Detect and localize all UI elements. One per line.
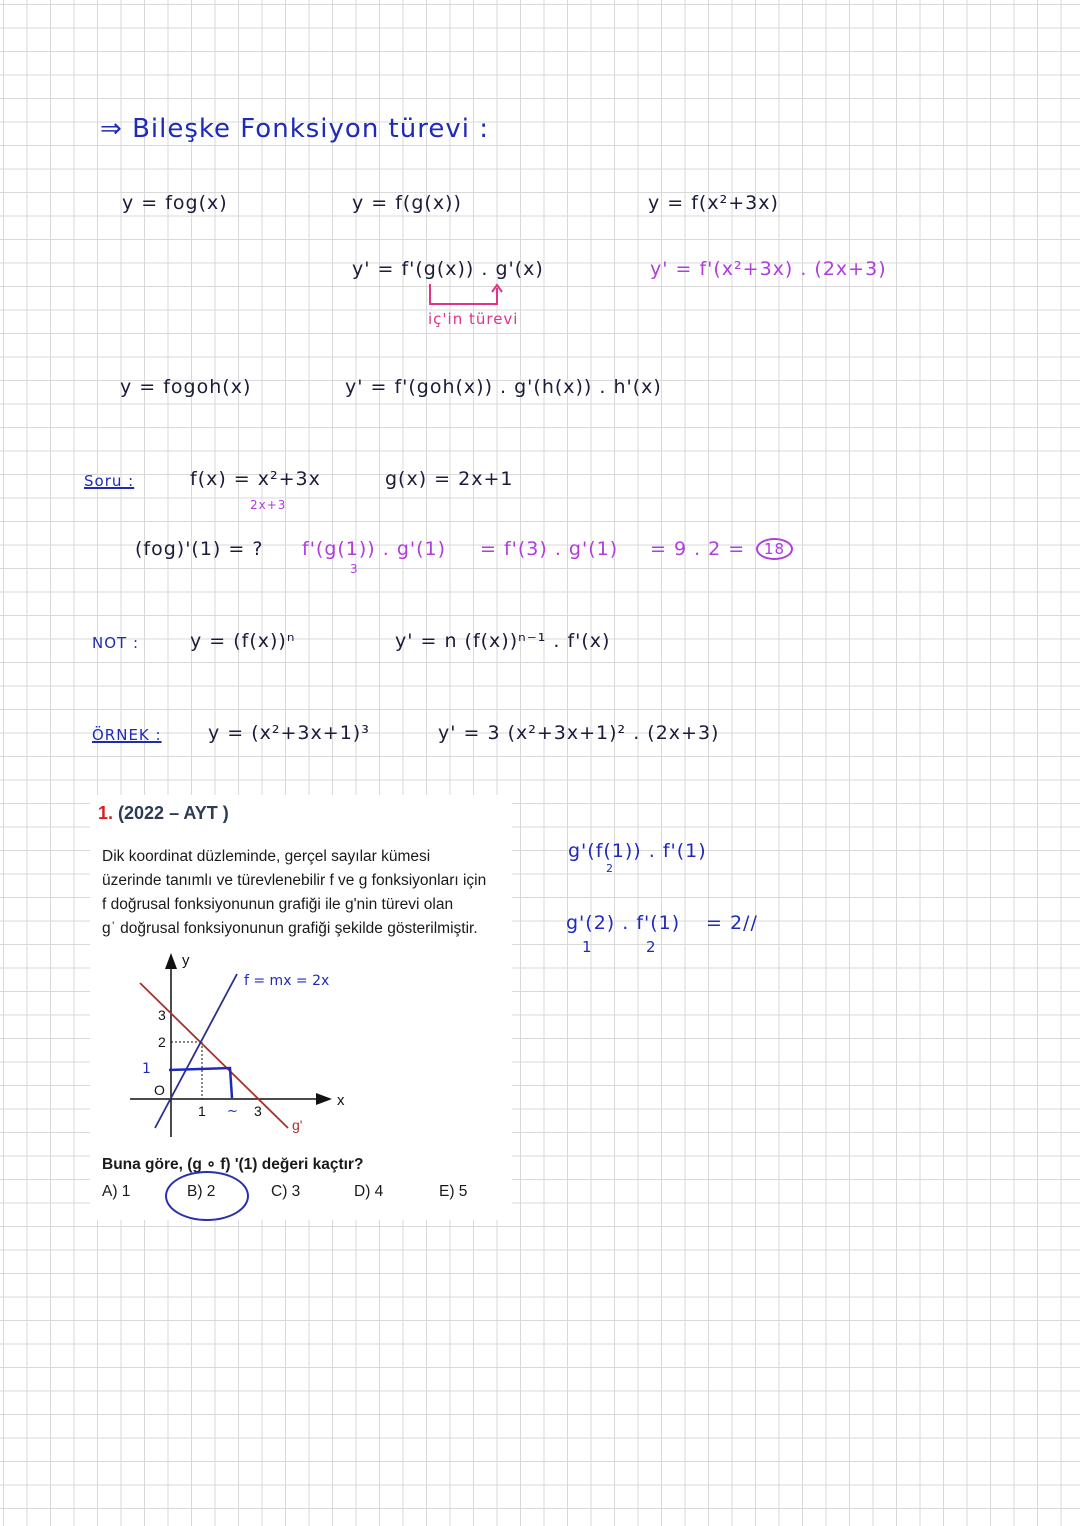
fogoh-derivative: y' = f'(goh(x)) . g'(h(x)) . h'(x)	[345, 376, 662, 398]
soru-answer	[756, 538, 793, 560]
handwritten-y1: 1	[142, 1061, 151, 1077]
question-header	[98, 803, 229, 824]
g-prime-line	[140, 983, 288, 1128]
example-definition: y = f(x²+3x)	[648, 192, 779, 214]
ornek-definition: y = (x²+3x+1)³	[208, 722, 370, 744]
side-solution-line1: g'(f(1)) . f'(1)	[568, 840, 707, 862]
heading-text: Bileşke Fonksiyon türevi :	[132, 114, 489, 144]
soru-question: (fog)'(1) = ?	[135, 538, 264, 560]
soru-label: Soru :	[84, 472, 135, 490]
arrow-icon: ⇒	[100, 114, 123, 144]
question-number: 1.	[98, 803, 114, 823]
question-ask: Buna göre, (g ∘ f) '(1) değeri kaçtır?	[102, 1156, 364, 1173]
option-a[interactable]: A) 1	[102, 1183, 131, 1200]
answer-circle: 18	[756, 538, 793, 560]
not-definition: y = (f(x))ⁿ	[190, 630, 296, 652]
section-heading	[100, 114, 489, 144]
soru-f-definition: f(x) = x²+3x	[190, 468, 321, 490]
not-label: NOT :	[92, 634, 140, 652]
fgx-definition: y = f(g(x))	[352, 192, 462, 214]
coordinate-graph	[120, 947, 360, 1142]
question-body	[102, 845, 512, 941]
y-tick-3: 3	[158, 1007, 166, 1023]
soru-step3: = 9 . 2 =	[650, 538, 746, 560]
handwritten-f-note: f = mx = 2x	[244, 973, 330, 989]
f-line	[155, 974, 237, 1128]
side-solution-line1-note: 2	[606, 862, 614, 875]
not-derivative: y' = n (f(x))ⁿ⁻¹ . f'(x)	[395, 630, 611, 652]
side-solution-note-a: 1	[582, 938, 593, 956]
ornek-label: ÖRNEK :	[92, 726, 162, 744]
question-card	[90, 795, 512, 1220]
side-solution-note-b: 2	[646, 938, 657, 956]
example-derivative: y' = f'(x²+3x) . (2x+3)	[650, 258, 887, 280]
side-solution-result: = 2//	[706, 912, 758, 934]
y-axis-arrow-icon	[165, 953, 177, 969]
bracket-arrow-icon	[425, 282, 505, 308]
soru-g-definition: g(x) = 2x+1	[385, 468, 514, 490]
soru-step1: f'(g(1)) . g'(1)	[302, 538, 447, 560]
soru-step1-note: 3	[350, 562, 359, 576]
soru-step2: = f'(3) . g'(1)	[480, 538, 619, 560]
g-prime-label: g'	[292, 1117, 303, 1133]
question-source: (2022 – AYT )	[118, 803, 229, 823]
question-line: f doğrusal fonksiyonunun grafiği ile g'nin türevi olan	[102, 896, 454, 913]
y-tick-2: 2	[158, 1034, 166, 1050]
origin-label: O	[154, 1082, 165, 1098]
fogoh-definition: y = fogoh(x)	[120, 376, 252, 398]
y-axis-label: y	[182, 952, 190, 969]
x-tick-1: 1	[198, 1103, 206, 1119]
fog-definition: y = fog(x)	[122, 192, 228, 214]
x-axis-label: x	[337, 1092, 345, 1109]
option-b[interactable]: B) 2	[187, 1183, 216, 1200]
x-axis-arrow-icon	[316, 1093, 332, 1105]
chain-rule-derivative: y' = f'(g(x)) . g'(x)	[352, 258, 544, 280]
inner-derivative-note: iç'in türevi	[428, 310, 519, 328]
x-tick-3: 3	[254, 1103, 262, 1119]
soru-f-derivative-note: 2x+3	[250, 498, 287, 512]
option-c[interactable]: C) 3	[271, 1183, 301, 1200]
option-e[interactable]: E) 5	[439, 1183, 468, 1200]
ornek-derivative: y' = 3 (x²+3x+1)² . (2x+3)	[438, 722, 720, 744]
question-line: Dik koordinat düzleminde, gerçel sayılar kümesi	[102, 848, 431, 865]
handwritten-x2: ~	[227, 1104, 238, 1119]
question-line: üzerinde tanımlı ve türevlenebilir f ve g fonksiyonları için	[102, 872, 487, 889]
option-d[interactable]: D) 4	[354, 1183, 384, 1200]
question-line: gˈ doğrusal fonksiyonunun grafiği şekilde gösterilmiştir.	[102, 920, 478, 937]
side-solution-line2: g'(2) . f'(1)	[566, 912, 681, 934]
